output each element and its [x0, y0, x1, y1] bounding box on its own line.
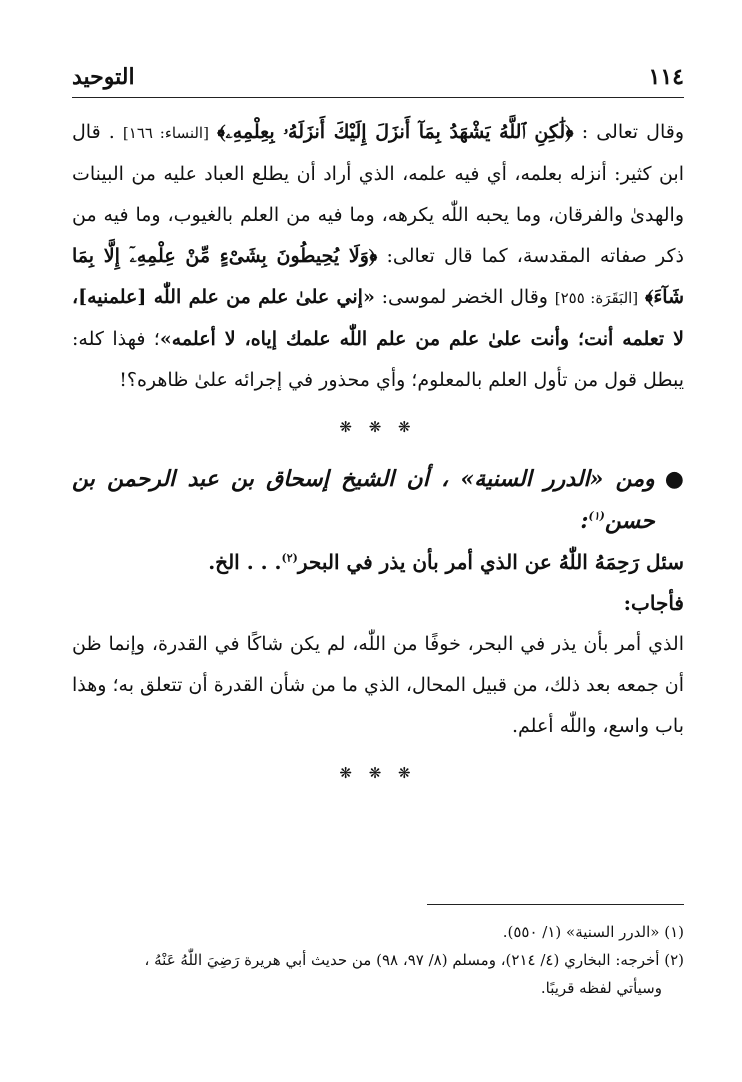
paragraph-1 [72, 112, 684, 401]
footnote-1: (١) «الدرر السنية» (١/ ٥٥٠). [502, 923, 684, 941]
running-title: التوحيد [72, 64, 135, 90]
footnote-ref-2: (٢) [281, 551, 298, 565]
heading-end: : [580, 508, 589, 534]
footnote-rule [427, 904, 684, 905]
khidr-quote: «إني علىٰ علم من علم اللّٰه [علمنيه]، لا تعلمه أنت؛ وأنت علىٰ علم من علم اللّٰه علمك إياه، لا أعلمه» [72, 286, 684, 350]
footnote-2: (٢) أخرجه: البخاري (٤/ ٢١٤)، ومسلم (٨/ ٩٧، ٩٨) من حديث أبي هريرة رَضِيَ اللّٰهُ عَنْهُ ، [144, 951, 684, 969]
section-separator-2: ❋ ❋ ❋ [339, 764, 417, 782]
verse-reference-2: [البَقَرَة: ٢٥٥] [554, 289, 639, 307]
header-rule [72, 97, 684, 98]
main-text [72, 112, 684, 804]
answer-label: فأجاب: [623, 591, 684, 615]
footnote-ref-1: (١) [588, 509, 605, 523]
footnotes [72, 918, 684, 1002]
paragraph-1-text-2: وقال الخضر لموسى: [374, 286, 555, 308]
intro-text: وقال تعالى : [573, 121, 685, 143]
page-number: ١١٤ [648, 64, 684, 90]
section-heading [72, 458, 684, 542]
section-separator-1: ❋ ❋ ❋ [339, 418, 417, 436]
heading-text: ومن «الدرر السنية» ، أن الشيخ إسحاق بن عبد الرحمن بن حسن [72, 466, 655, 534]
paragraph-1-text-1: . قال ابن كثير: أنزله بعلمه، أي فيه علمه، الذي أراد أن يطلع العباد عليه من البينات والهدىٰ والفرقان، وما يحبه اللّٰه يكرهه، وما فيه من العلم بالغيوب، وما فيه من ذكر صفاته المقدسة، كما قال تعالى: [72, 121, 684, 267]
page-header [72, 60, 684, 94]
section-heading-text [72, 458, 655, 542]
answer-text: الذي أمر بأن يذر في البحر، خوفًا من اللّٰه، لم يكن شاكًا في القدرة، وإنما ظن أن جمعه بعد ذلك، من قبيل المحال، الذي ما من شأن القدرة أن تتعلق به؛ وهذا باب واسع، واللّٰه أعلم. [72, 633, 684, 737]
question [72, 542, 684, 583]
quran-verse-2: ﴿وَلَا يُحِيطُونَ بِشَىْءٍ مِّنْ عِلْمِهِۦٓ إِلَّا بِمَا شَآءَ﴾ [72, 245, 684, 308]
question-end: . . . الخ. [208, 550, 282, 574]
paragraph-1-text-3: ؛ فهذا كله: يبطل قول من تأول العلم بالمعلوم؛ وأي محذور في إجرائه علىٰ ظاهره؟! [72, 328, 684, 391]
verse-reference-1: [النساء: ١٦٦] [122, 124, 209, 142]
bullet-icon: ● [664, 466, 684, 492]
footnote-2-continued: وسيأتي لفظه قريبًا. [540, 979, 662, 997]
quran-verse-1: ﴿لَٰكِنِ ٱللَّهُ يَشْهَدُ بِمَآ أَنزَلَ إِلَيْكَ أَنزَلَهُۥ بِعِلْمِهِۦ﴾ [217, 121, 574, 143]
question-text: سئل رَحِمَهُ اللّٰهُ عن الذي أمر بأن يذر في البحر [297, 550, 684, 574]
